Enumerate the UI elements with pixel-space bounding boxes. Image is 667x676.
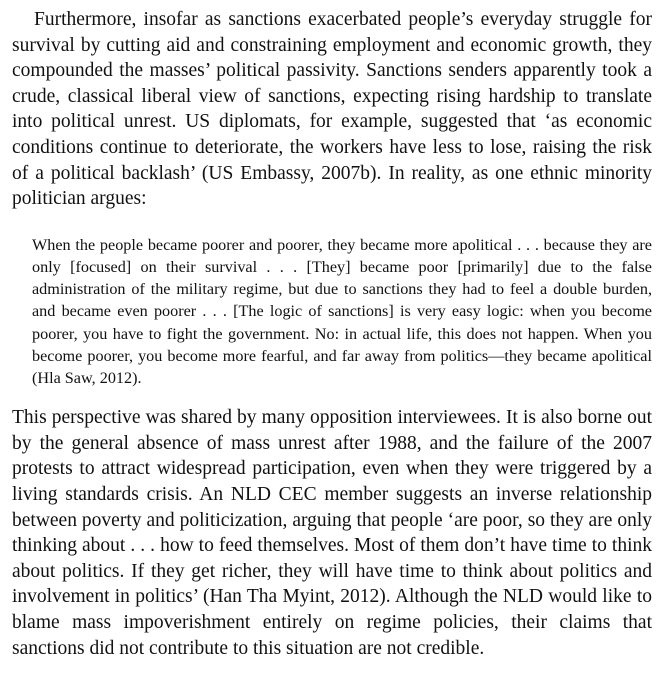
paragraph-conclusion: This perspective was shared by many opposition interviewees. It is also borne out by the general absence of mass unrest after 1988, and the failure of the 2007 protests to attract widespread participation, even when they were triggered by a living standards crisis. An NLD CEC member suggests an inverse relationship between poverty and politicization, arguing that people ‘are poor, so they are only thinking about . . . how to feed themselves. Most of them don’t have time to think about politics. If they get richer, they will have time to think about politics and involvement in politics’ (Han Tha Myint, 2012). Although the NLD would like to blame mass impoverishment entirely on regime policies, their claims that sanctions did not contribute to this situation are not credible. <box>12 407 652 659</box>
block-quote: When the people became poorer and poorer, they became more apolitical . . . because they are only [focused] on their survival . . . [They] became poor [primarily] due to the false administration of the military regime, but due to sanctions they had to feel a double burden, and became even poorer . . . [The logic of sanctions] is very easy logic: when you become poorer, you have to fight the government. No: in actual life, this does not happen. When you become poorer, you become more fearful, and far away from politics—they became apolitical (Hla Saw, 2012). <box>32 235 652 387</box>
page-body <box>12 7 652 661</box>
paragraph-intro: Furthermore, insofar as sanctions exacerbated people’s everyday struggle for survival by cutting aid and constraining employment and economic growth, they compounded the masses’ political passivity. Sanctions senders apparently took a crude, classical liberal view of sanctions, expecting rising hardship to translate into political unrest. US diplomats, for example, suggested that ‘as economic conditions continue to deteriorate, the workers have less to lose, raising the risk of a political backlash’ (US Embassy, 2007b). In reality, as one ethnic minority politician argues: <box>12 9 652 210</box>
